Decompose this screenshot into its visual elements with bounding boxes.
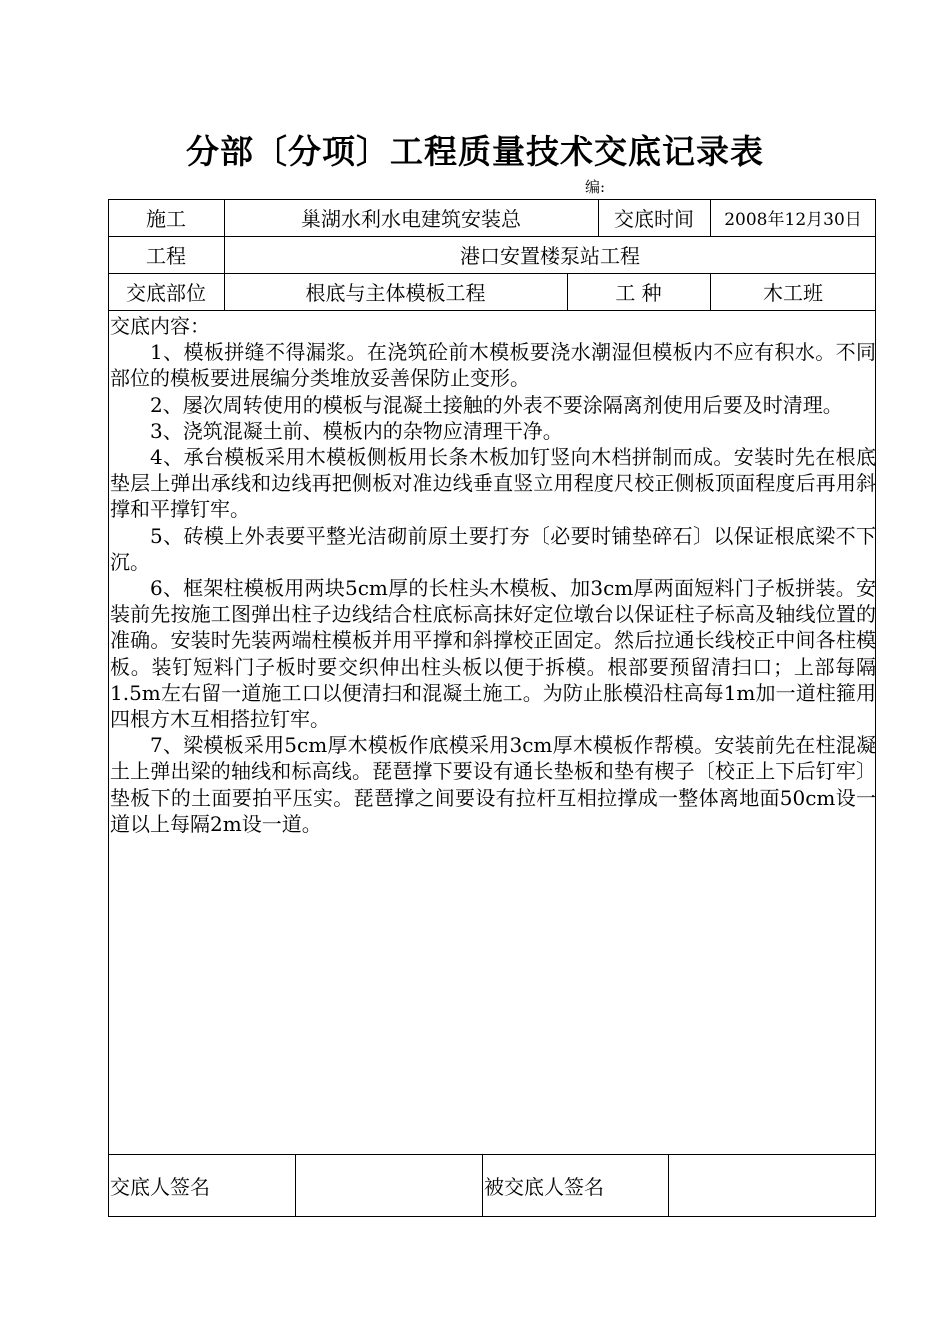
content-item: 5、砖模上外表要平整光洁砌前原土要打夯〔必要时铺垫碎石〕以保证根底梁不下沉。 xyxy=(110,523,876,574)
giver-signature-label: 交底人签名 xyxy=(110,1175,210,1199)
row-divider xyxy=(108,310,876,311)
column-divider xyxy=(295,1154,296,1217)
content-item: 3、浇筑混凝土前、模板内的杂物应清理干净。 xyxy=(150,418,563,443)
construction-value: 巢湖水利水电建筑安装总 xyxy=(301,207,521,231)
project-label: 工程 xyxy=(146,244,186,268)
content-heading: 交底内容： xyxy=(110,314,210,338)
date-value: 2008年12月30日 xyxy=(724,210,862,230)
date-label: 交底时间 xyxy=(614,207,694,231)
column-divider xyxy=(668,1154,669,1217)
serial-label: 编: xyxy=(585,178,606,196)
content-item: 2、屡次周转使用的模板与混凝土接触的外表不要涂隔离剂使用后要及时清理。 xyxy=(150,392,843,417)
disclosure-content xyxy=(110,313,876,837)
part-label: 交底部位 xyxy=(126,281,206,305)
page-title: 分部〔分项〕工程质量技术交底记录表 xyxy=(186,132,764,171)
receiver-signature-label: 被交底人签名 xyxy=(484,1175,604,1199)
construction-label: 施工 xyxy=(146,207,186,231)
content-item: 1、模板拼缝不得漏浆。在浇筑砼前木模板要浇水潮湿但模板内不应有积水。不同部位的模板要进展编分类堆放妥善保防止变形。 xyxy=(110,340,876,391)
trade-value: 木工班 xyxy=(763,281,823,305)
column-divider xyxy=(482,1154,483,1217)
giver-signature-field[interactable] xyxy=(297,1154,482,1217)
project-value: 港口安置楼泵站工程 xyxy=(460,244,640,268)
trade-label: 工 种 xyxy=(615,281,662,305)
receiver-signature-field[interactable] xyxy=(670,1154,876,1217)
content-item: 7、梁模板采用5cm厚木模板作底模采用3cm厚木模板作帮模。安装前先在柱混凝土上弹出梁的轴线和标高线。琵琶撑下要设有通长垫板和垫有楔子〔校正上下后钉牢〕垫板下的土面要拍平压实。琵琶撑之间要设有拉杆互相拉撑成一整体离地面50cm设一道以上每隔2m设一道。 xyxy=(110,733,876,836)
part-value: 根底与主体模板工程 xyxy=(305,281,486,305)
content-item: 6、框架柱模板用两块5cm厚的长柱头木模板、加3cm厚两面短料门子板拼装。安装前先按施工图弹出柱子边线结合柱底标高抹好定位墩台以保证柱子标高及轴线位置的准确。安装时先装两端柱模板并用平撑和斜撑校正固定。然后拉通长线校正中间各柱模板。装钉短料门子板时要交织伸出柱头板以便于拆模。根部要预留清扫口；上部每隔1.5m左右留一道施工口以便清扫和混凝土施工。为防止胀模沿柱高每1m加一道柱箍用四根方木互相搭拉钉牢。 xyxy=(110,576,876,732)
content-item: 4、承台模板采用木模板侧板用长条木板加钉竖向木档拼制而成。安装时先在根底垫层上弹出承线和边线再把侧板对准边线垂直竖立用程度尺校正侧板顶面程度后再用斜撑和平撑钉牢。 xyxy=(110,445,876,522)
